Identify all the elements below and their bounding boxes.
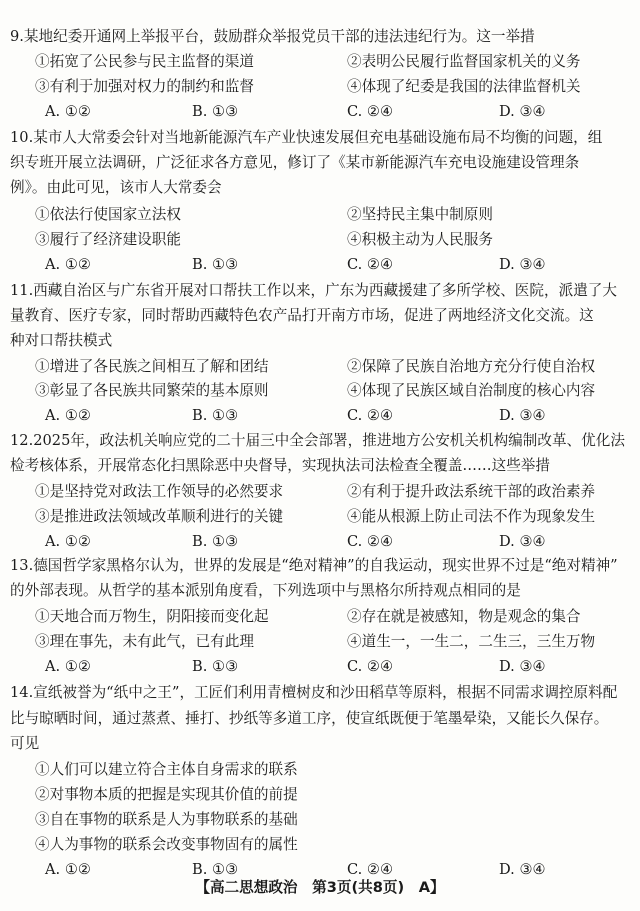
question-stem: 14.宣纸被誉为“纸中之王”，工匠们利用青檀树皮和沙田稻草等原料，根据不同需求调控原料配 bbox=[10, 684, 618, 701]
option-1: ①依法行使国家立法权 bbox=[35, 206, 181, 223]
answer-c: C. ②④ bbox=[347, 256, 394, 273]
option-2: ②有利于提升政法系统干部的政治素养 bbox=[347, 483, 596, 500]
answer-d: D. ③④ bbox=[499, 407, 546, 424]
answer-c: C. ②④ bbox=[347, 658, 394, 675]
question-stem: 9.某地纪委开通网上举报平台，鼓励群众举报党员干部的违法违纪行为。这一举措 bbox=[10, 28, 535, 45]
option-3: ③理在事先，未有此气，已有此理 bbox=[35, 633, 254, 650]
question-stem: 13.德国哲学家黑格尔认为，世界的发展是“绝对精神”的自我运动，现实世界不过是“绝对精神” bbox=[10, 557, 618, 574]
answer-c: C. ②④ bbox=[347, 407, 394, 424]
answer-d: D. ③④ bbox=[499, 533, 546, 550]
question-stem: 10.某市人大常委会针对当地新能源汽车产业快速发展但充电基础设施布局不均衡的问题，组 bbox=[10, 129, 603, 146]
question-stem: 的外部表现。从哲学的基本派别角度看，下列选项中与黑格尔所持观点相同的是 bbox=[10, 582, 521, 599]
question-stem: 可见 bbox=[10, 735, 40, 752]
option-3: ③是推进政法领域改革顺利进行的关键 bbox=[35, 508, 284, 525]
answer-b: B. ①③ bbox=[192, 658, 239, 675]
answer-b: B. ①③ bbox=[192, 861, 239, 878]
answer-b: B. ①③ bbox=[192, 103, 239, 120]
option-2: ②保障了民族自治地方充分行使自治权 bbox=[347, 358, 596, 375]
answer-c: C. ②④ bbox=[347, 861, 394, 878]
answer-c: C. ②④ bbox=[347, 103, 394, 120]
answer-b: B. ①③ bbox=[192, 256, 239, 273]
answer-a: A. ①② bbox=[45, 533, 91, 550]
option-4: ④能从根源上防止司法不作为现象发生 bbox=[347, 508, 596, 525]
answer-d: D. ③④ bbox=[499, 658, 546, 675]
option-2: ②坚持民主集中制原则 bbox=[347, 206, 493, 223]
answer-d: D. ③④ bbox=[499, 103, 546, 120]
answer-a: A. ①② bbox=[45, 861, 91, 878]
option-4: ④人为事物的联系会改变事物固有的属性 bbox=[35, 836, 298, 853]
option-4: ④积极主动为人民服务 bbox=[347, 231, 493, 248]
question-stem: 检考核体系，开展常态化扫黑除恶中央督导，实现执法司法检查全覆盖……这些举措 bbox=[10, 457, 550, 474]
answer-d: D. ③④ bbox=[499, 861, 546, 878]
option-1: ①天地合而万物生，阴阳接而变化起 bbox=[35, 608, 269, 625]
question-stem: 种对口帮扶模式 bbox=[10, 332, 113, 349]
answer-b: B. ①③ bbox=[192, 533, 239, 550]
option-2: ②表明公民履行监督国家机关的义务 bbox=[347, 53, 581, 70]
answer-d: D. ③④ bbox=[499, 256, 546, 273]
option-1: ①增进了各民族之间相互了解和团结 bbox=[35, 358, 269, 375]
option-3: ③履行了经济建设职能 bbox=[35, 231, 181, 248]
question-stem: 12.2025年，政法机关响应党的二十届三中全会部署，推进地方公安机关机构编制改革、优化法 bbox=[10, 432, 625, 449]
option-2: ②存在就是被感知，物是观念的集合 bbox=[347, 608, 581, 625]
option-3: ③彰显了各民族共同繁荣的基本原则 bbox=[35, 382, 269, 399]
question-stem: 织专班开展立法调研，广泛征求各方意见，修订了《某市新能源汽车充电设施建设管理条 bbox=[10, 154, 580, 171]
answer-a: A. ①② bbox=[45, 103, 91, 120]
option-3: ③有利于加强对权力的制约和监督 bbox=[35, 78, 254, 95]
page-footer: 【高二思想政治 第3页(共8页) A】 bbox=[195, 879, 445, 896]
option-1: ①拓宽了公民参与民主监督的渠道 bbox=[35, 53, 254, 70]
answer-a: A. ①② bbox=[45, 658, 91, 675]
answer-a: A. ①② bbox=[45, 256, 91, 273]
option-4: ④体现了纪委是我国的法律监督机关 bbox=[347, 78, 581, 95]
option-3: ③自在事物的联系是人为事物联系的基础 bbox=[35, 811, 298, 828]
answer-a: A. ①② bbox=[45, 407, 91, 424]
option-4: ④体现了民族区域自治制度的核心内容 bbox=[347, 382, 596, 399]
question-stem: 比与晾晒时间，通过蒸煮、捶打、抄纸等多道工序，使宣纸既便于笔墨晕染，又能长久保存。 bbox=[10, 710, 609, 727]
option-4: ④道生一，一生二，二生三，三生万物 bbox=[347, 633, 596, 650]
answer-c: C. ②④ bbox=[347, 533, 394, 550]
option-1: ①人们可以建立符合主体自身需求的联系 bbox=[35, 761, 298, 778]
answer-b: B. ①③ bbox=[192, 407, 239, 424]
question-stem: 11.西藏自治区与广东省开展对口帮扶工作以来，广东为西藏援建了多所学校、医院，派遣了大 bbox=[10, 282, 617, 299]
question-stem: 例》。由此可见，该市人大常委会 bbox=[10, 179, 222, 196]
option-1: ①是坚持党对政法工作领导的必然要求 bbox=[35, 483, 284, 500]
question-stem: 量教育、医疗专家，同时帮助西藏特色农产品打开南方市场，促进了两地经济文化交流。这 bbox=[10, 307, 594, 324]
option-2: ②对事物本质的把握是实现其价值的前提 bbox=[35, 786, 298, 803]
